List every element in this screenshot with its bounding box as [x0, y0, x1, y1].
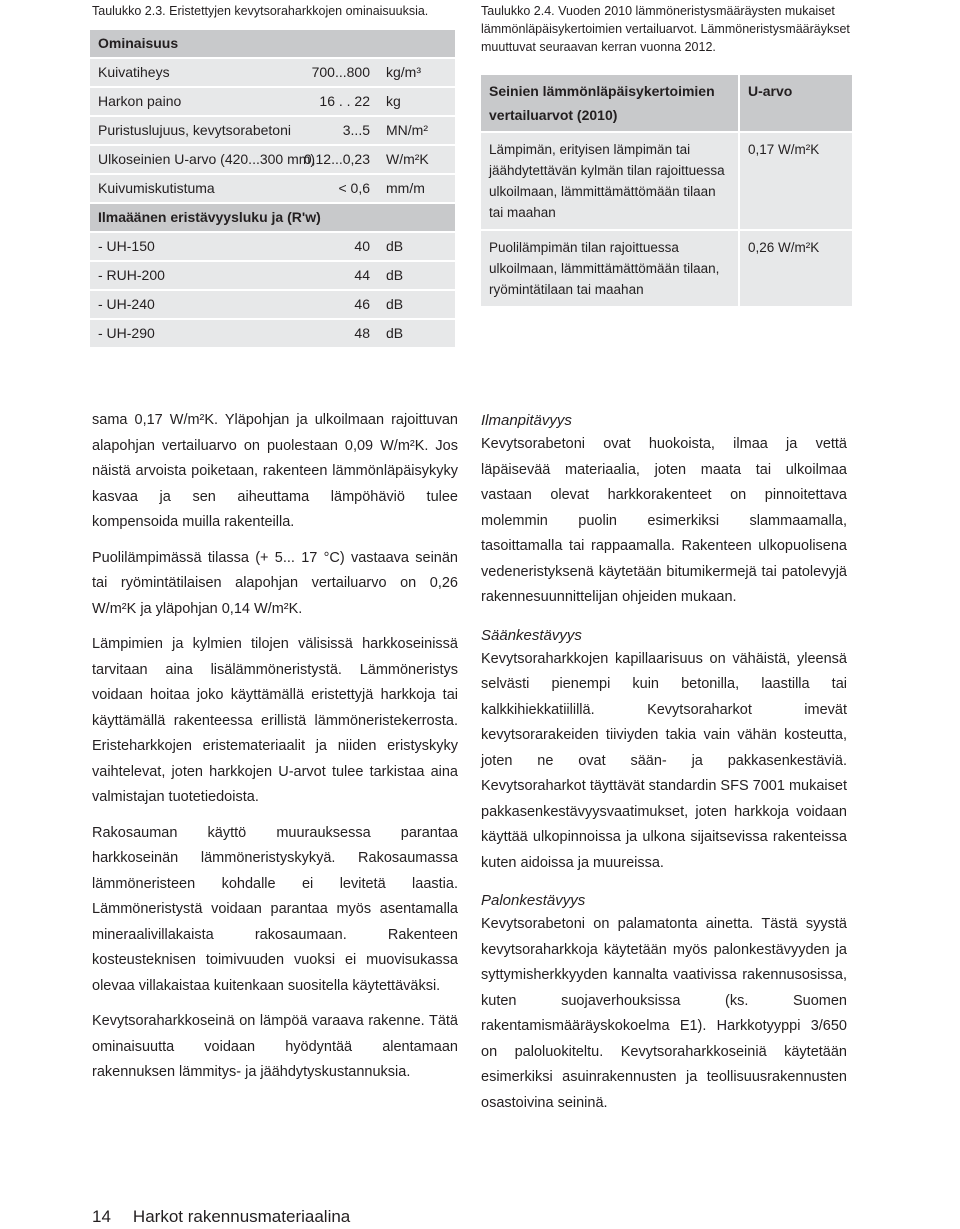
row-unit: kg/m³: [386, 64, 421, 80]
row-label: Puristuslujuus, kevytsorabetoni: [98, 122, 291, 138]
paragraph: Kevytsorabetoni ovat huokoista, ilmaa ja vettä läpäisevää materiaalia, joten maata tai ulkoilmaa vastaan olevat harkkorakenteet on pinnoitettava molemmin puolin esimerkiksi slammaamalla, tasoittamalla tai rappaamalla. Rakenteen ulkopuolisena vedeneristyksenä käytetään bitumikermejä tai patolevyjä rakennesuunnittelijan ohjeiden mukaan.: [481, 436, 847, 605]
section-heading-air-tightness: Ilmanpitävyys: [481, 412, 572, 429]
table-row: [90, 146, 455, 175]
paragraph: Kevytsoraharkkoseinä on lämpöä varaava rakenne. Tätä ominaisuutta voidaan hyödyntää alentamaan rakennuksen lämmitys- ja jäähdytyskustannuksia.: [92, 1013, 458, 1080]
page-footer: [92, 1206, 350, 1228]
row-value: 46: [354, 296, 370, 312]
table-row: [90, 320, 455, 349]
row-value: 16 . . 22: [319, 93, 370, 109]
paragraph: Kevytsorabetoni on palamatonta ainetta. Tästä syystä kevytsoraharkkoja käytetään myös palonkestävyyden ja syttymisherkkyyden kannalta vaativissa rakennusosissa, kuten suojaverhouksissa (ks. Suomen rakentamismääräyskokoelma E1). Harkkotyyppi 3/650 on paloluokiteltu. Kevytsoraharkkoseiniä käytetään esimerkiksi asuinrakennusten ja teollisuusrakennusten osastoivina seininä.: [481, 916, 847, 1111]
paragraph: sama 0,17 W/m²K. Yläpohjan ja ulkoilmaan rajoittuvan alapohjan vertailuarvo on puolestaan 0,09 W/m²K. Jos näistä arvoista poiketaan, rakenteen lämmönläpäisykyky kasvaa ja sen aiheuttama lämpöhäviö tulee kompensoida muilla rakenteilla.: [92, 412, 458, 530]
row-unit: kg: [386, 93, 401, 109]
table-subheader-row: [90, 204, 455, 233]
paragraph: Puolilämpimässä tilassa (+ 5... 17 °C) vastaava seinän tai ryömintätilaisen alapohjan vertailuarvo on 0,26 W/m²K ja yläpohjan 0,14 W/m²K.: [92, 549, 458, 617]
header-description: Seinien lämmönläpäisykertoimien vertailuarvot (2010): [489, 83, 715, 123]
row-description: Puolilämpimän tilan rajoittuessa ulkoilmaan, lämmittämättömään tilaan, ryömintätilaan tai maahan: [489, 240, 720, 297]
row-value: 48: [354, 325, 370, 341]
table-header: Ominaisuus: [98, 35, 179, 51]
table-2-4-caption: Taulukko 2.4. Vuoden 2010 lämmöneristysmääräysten mukaiset lämmönläpäisykertoimien vertailuarvot. Lämmöneristysmääräykset muuttuvat seuraavan kerran vuonna 2012.: [481, 4, 850, 54]
table-row: [90, 262, 455, 291]
table-row: [90, 88, 455, 117]
row-unit: MN/m²: [386, 122, 428, 138]
row-u-value: 0,17 W/m²K: [738, 133, 852, 229]
section-heading-weather-resistance: Säänkestävyys: [481, 626, 582, 644]
table-row: [90, 117, 455, 146]
table-row: [90, 291, 455, 320]
row-label: - RUH-200: [98, 267, 165, 283]
table-header-row: [90, 30, 455, 59]
u-value-table: [481, 75, 852, 306]
table-row: [481, 229, 852, 306]
left-text-column: [92, 408, 458, 1096]
paragraph: Rakosauman käyttö muurauksessa parantaa harkkoseinän lämmöneristyskykyä. Rakosaumassa lämmöneristeen kohdalle ei levitetä laastia. Lämmöneristystä voidaan parantaa myös asentamalla mineraalivillakaista rakosaumaan. Rakenteen kosteusteknisen toimivuuden vuoksi ei muovisukassa olevaa villakaistaa kuitenkaan suositella käytettäväksi.: [92, 824, 458, 994]
table-header-row: [481, 75, 852, 131]
table-row: [90, 59, 455, 88]
header-u-value: U-arvo: [738, 75, 852, 131]
row-unit: dB: [386, 296, 404, 312]
row-value: 700...800: [311, 64, 370, 80]
row-value: 0,12...0,23: [303, 151, 370, 167]
page-number: 14: [92, 1207, 111, 1226]
footer-title: Harkot rakennusmateriaalina: [132, 1207, 351, 1226]
row-unit: mm/m: [386, 180, 425, 196]
row-label: Kuivatiheys: [98, 64, 170, 80]
section-heading-fire-resistance: Palonkestävyys: [481, 892, 586, 909]
right-text-column: [481, 410, 847, 1130]
row-value: 40: [354, 238, 370, 254]
row-label: - UH-240: [98, 296, 155, 312]
row-unit: dB: [386, 238, 404, 254]
row-unit: dB: [386, 325, 404, 341]
paragraph: Kevytsoraharkkojen kapillaarisuus on vähäistä, yleensä selvästi pienempi kuin betonilla, laastilla tai kalkkihiekkatiilillä. Kevytsoraharkot imevät kevytsorarakeiden tiiviyden takia vain vähän kosteutta, joten ne ovat sään- ja pakkasenkestäviä. Kevytsoraharkot täyttävät standardin SFS 7001 mukaiset pakkasenkestävyysvaatimukset, joten harkkoja voidaan käyttää ulkopinnoissa ja ulkona sijaitsevissa rakenteissa kuten aidoissa ja muureissa.: [481, 650, 847, 871]
table-row: [90, 233, 455, 262]
row-label: - UH-150: [98, 238, 155, 254]
table-subheader: Ilmaäänen eristävyysluku ja (R'w): [98, 209, 321, 225]
row-unit: W/m²K: [386, 151, 429, 167]
row-label: Ulkoseinien U-arvo (420...300 mm): [98, 151, 316, 167]
table-2-3-caption: Taulukko 2.3. Eristettyjen kevytsoraharkkojen ominaisuuksia.: [92, 4, 429, 18]
paragraph: Lämpimien ja kylmien tilojen välisissä harkkoseinissä tarvitaan aina lisälämmöneristystä. Lämmöneristys voidaan hoitaa joko käyttämällä eristettyjä harkkoja tai käyttämällä rakenteessa erillistä lämmöneristekerrosta. Eristeharkkojen eristemateriaalit ja niiden eristyskyky vaihtelevat, joten harkkojen U-arvot tulee tarkistaa aina valmistajan tuotetiedoista.: [92, 636, 458, 805]
row-value: < 0,6: [338, 180, 370, 196]
row-label: Kuivumiskutistuma: [98, 180, 215, 196]
table-row: [90, 175, 455, 204]
table-row: [481, 131, 852, 229]
row-unit: dB: [386, 267, 404, 283]
row-u-value: 0,26 W/m²K: [738, 231, 852, 306]
row-value: 3...5: [342, 122, 370, 138]
row-value: 44: [354, 267, 370, 283]
row-label: Harkon paino: [98, 93, 182, 109]
properties-table: [90, 30, 455, 349]
row-description: Lämpimän, erityisen lämpimän tai jäähdytettävän kylmän tilan rajoittuessa ulkoilmaan, lämmittämättömään tilaan tai maahan: [489, 142, 725, 220]
row-label: - UH-290: [98, 325, 155, 341]
